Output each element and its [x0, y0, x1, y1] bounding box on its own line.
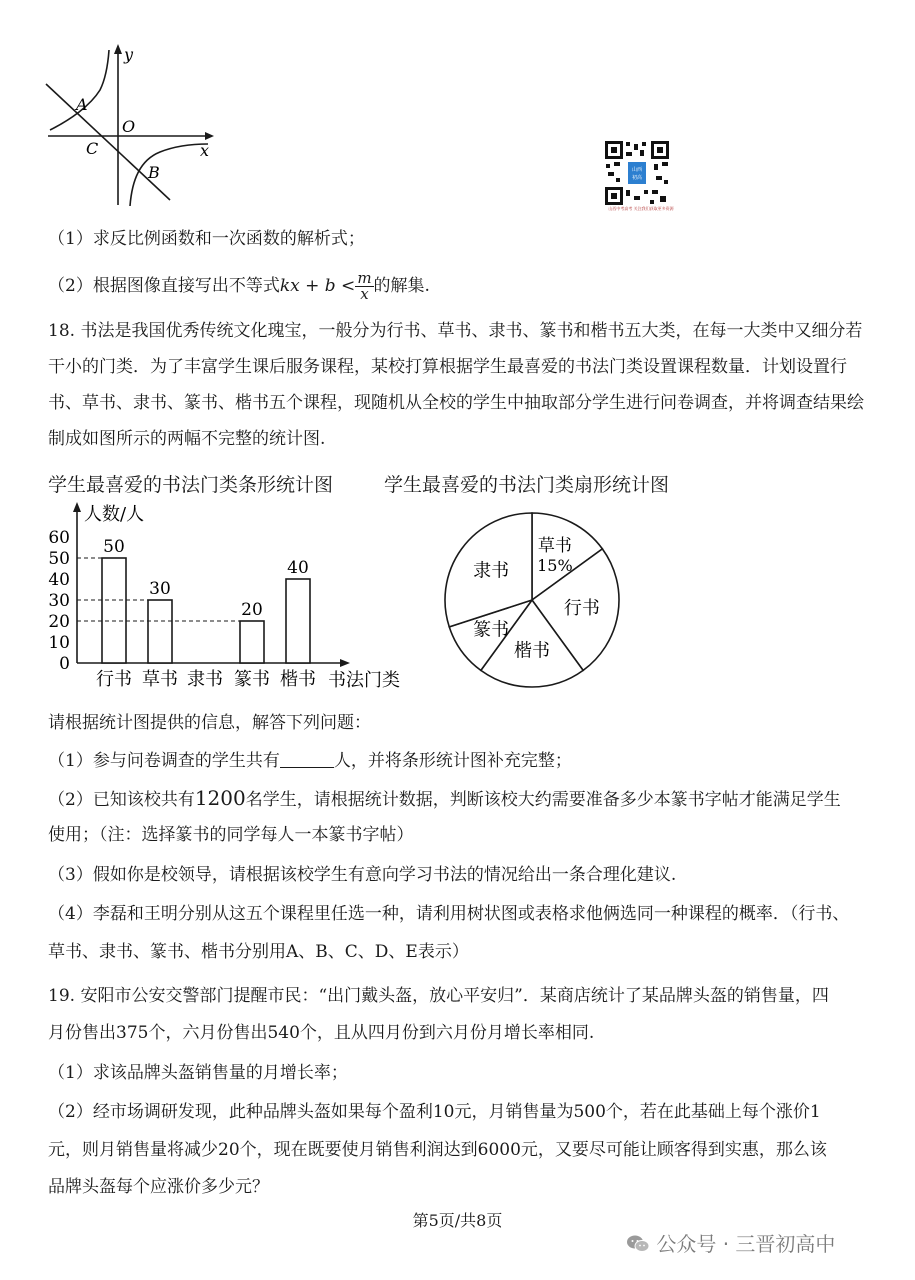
y-tick-label: 20 [48, 612, 70, 632]
q18-stem: 18. 书法是我国优秀传统文化瑰宝，一般分为行书、草书、隶书、篆书和楷书五大类，在每一大类中又细分若干小的门类．为了丰富学生课后服务课程，某校打算根据学生最喜爱的书法门类设置课程数量．计划设置行书、草书、隶书、篆书、楷书五个课程，现随机从全校的学生中抽取部分学生进行问卷调查，并将调查结果绘制成如图所示的两幅不完整的统计图. [48, 321, 864, 449]
q19-part1: （1）求该品牌头盔销售量的月增长率； [48, 1063, 348, 1083]
pie-slice-label: 楷书 [514, 640, 550, 662]
y-tick-label: 10 [48, 633, 70, 653]
q18-part2-suffix: 名学生，请根据统计数据，判断该校大约需要准备多少本篆书字帖才能满足学生 [245, 790, 841, 810]
q19-stem-line2: 月份售出375个，六月份售出540个，且从四月份到六月份月增长率相同. [48, 1023, 595, 1043]
q18-part4-line2: 草书、隶书、篆书、楷书分别用A、B、C、D、E表示） [48, 942, 469, 962]
bar-value-label: 20 [241, 600, 263, 620]
x-tick-label: 行书 [96, 669, 132, 690]
q18-part1-prefix: （1）参与问卷调查的学生共有 [48, 751, 280, 771]
pie-slice-label: 草书 [537, 536, 572, 557]
q17-part2-suffix: 的解集. [373, 276, 430, 296]
x-tick-label: 楷书 [280, 669, 316, 690]
x-tick-label: 草书 [142, 669, 178, 690]
bar-chart-ylabel: 人数/人 [84, 504, 145, 525]
y-axis-label: y [124, 45, 134, 64]
qr-caption: 山西中考高考 关注我们获取更多资源 [608, 206, 674, 211]
inequality-left: kx + b < [279, 276, 356, 296]
point-b-label: B [148, 163, 160, 182]
answer-blank[interactable] [280, 751, 334, 768]
point-c-label: C [86, 139, 99, 158]
fraction-denominator: x [360, 285, 369, 303]
q19-stem-line1: 19. 安阳市公安交警部门提醒市民：“出门戴头盔，放心平安归”．某商店统计了某品牌头盔的销售量，四 [48, 986, 829, 1006]
bar [102, 558, 126, 663]
q17-part2-prefix: （2）根据图像直接写出不等式 [48, 276, 280, 296]
pie-chart [440, 508, 630, 698]
pie-slice-percent: 15% [537, 556, 573, 576]
bar [148, 600, 172, 663]
pie-slice-label: 篆书 [473, 619, 510, 641]
q18-intro: 请根据统计图提供的信息，解答下列问题： [48, 713, 371, 733]
page-number: 第5页/共8页 [412, 1211, 503, 1230]
q18-part4-line1: （4）李磊和王明分别从这五个课程里任选一种，请利用树状图或表格求他俩选同一种课程的概率．（行书、 [48, 904, 850, 924]
pie-chart-title: 学生最喜爱的书法门类扇形统计图 [384, 474, 670, 496]
y-tick-label: 30 [48, 591, 70, 611]
pie-slice-label: 隶书 [473, 560, 510, 582]
q18-part2-prefix: （2）已知该校共有 [48, 790, 195, 810]
q19-part2-line2: 元，则月销售量将减少20个，现在既要使月销售利润达到6000元，又要尽可能让顾客得到实惠，那么该 [48, 1140, 827, 1160]
svg-text:山西: 山西 [631, 167, 643, 173]
y-tick-label: 40 [48, 570, 70, 590]
q17-part1: （1）求反比例函数和一次函数的解析式； [48, 229, 365, 249]
wechat-icon [626, 1234, 650, 1254]
y-tick-label: 60 [48, 528, 70, 548]
watermark-text: 公众号 · 三晋初高中 [656, 1232, 836, 1256]
watermark [626, 1228, 835, 1257]
x-axis-label: x [200, 141, 210, 160]
fraction-m-over-x [355, 271, 373, 302]
q18-part1 [48, 750, 572, 772]
bar-chart-title: 学生最喜爱的书法门类条形统计图 [48, 474, 334, 496]
x-tick-label: 篆书 [234, 669, 270, 690]
q19-part2-line3: 品牌头盔每个应涨价多少元？ [48, 1177, 269, 1197]
x-tick-label: 隶书 [187, 669, 223, 690]
q17-part2 [48, 266, 430, 306]
q18-part2-number: 1200 [194, 786, 246, 810]
bar-chart-xlabel: 书法门类 [328, 670, 400, 691]
bar-value-label: 30 [149, 579, 171, 599]
bar-chart [40, 498, 420, 694]
bar-value-label: 50 [103, 537, 125, 557]
qr-code [604, 140, 670, 206]
q18-part1-suffix: 人，并将条形统计图补充完整； [333, 751, 572, 771]
svg-text:初高: 初高 [631, 175, 643, 181]
q18-part2 [48, 787, 841, 811]
y-tick-label: 50 [48, 549, 70, 569]
fraction-numerator: m [357, 269, 372, 287]
bar [240, 621, 264, 663]
function-graph [40, 40, 220, 210]
q19-part2-line1: （2）经市场调研发现，此种品牌头盔如果每个盈利10元，月销售量为500个，若在此基础上每个涨价1 [48, 1102, 821, 1122]
q18-part2-line2: 使用；（注：选择篆书的同学每人一本篆书字帖） [48, 825, 414, 845]
qr-code-icon [604, 140, 670, 206]
y-tick-label: 0 [59, 654, 70, 674]
q18-part3: （3）假如你是校领导，请根据该校学生有意向学习书法的情况给出一条合理化建议. [48, 865, 677, 885]
bar-value-label: 40 [287, 558, 309, 578]
pie-slice-label: 行书 [563, 597, 600, 619]
point-a-label: A [76, 95, 88, 114]
bar [286, 579, 310, 663]
origin-label: O [122, 117, 136, 136]
